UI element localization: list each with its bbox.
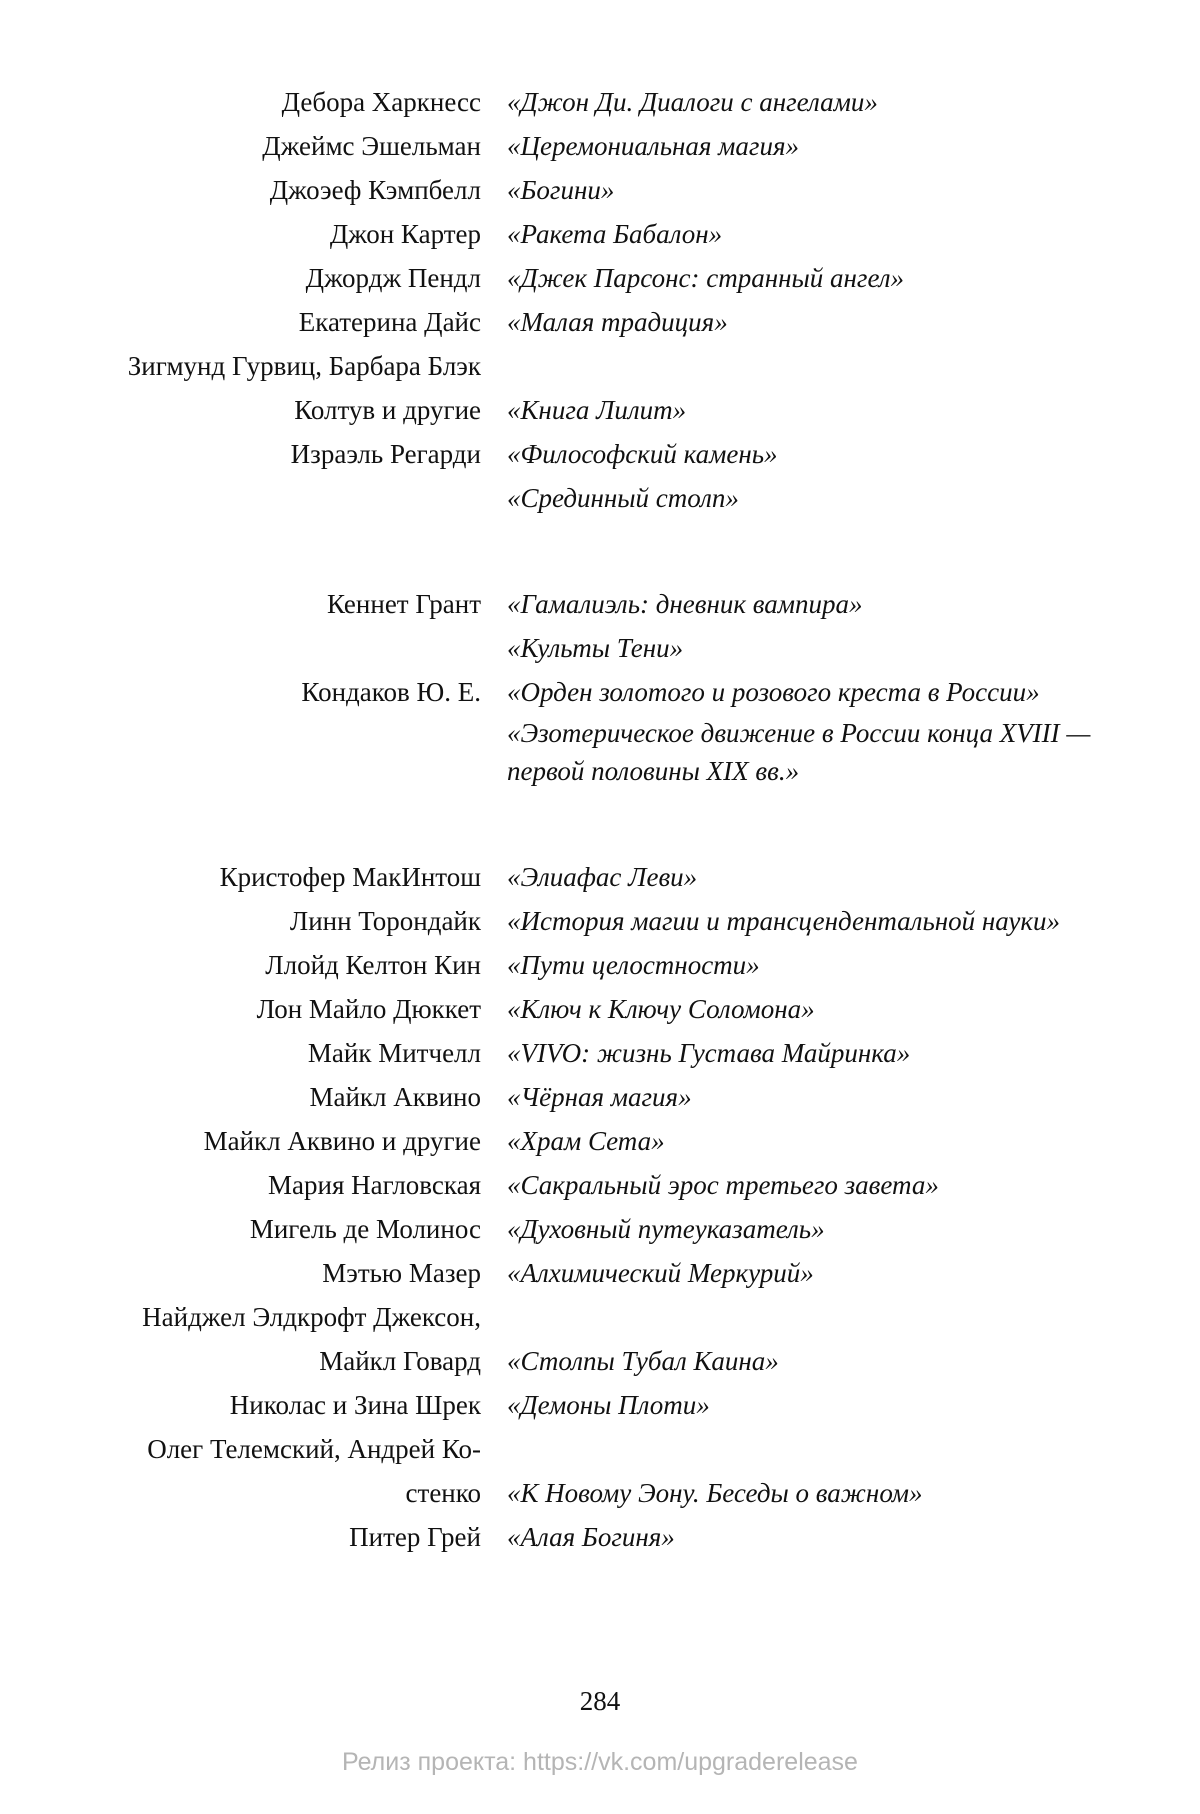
bibliography-entry xyxy=(60,1163,1170,1207)
entry-author-line: Джоэеф Кэмпбелл xyxy=(269,175,481,205)
entry-author xyxy=(60,749,507,793)
entry-author-line: Зигмунд Гурвиц, Барбара Блэк xyxy=(127,351,481,381)
entry-author xyxy=(60,582,507,626)
entry-author xyxy=(60,1295,507,1383)
entry-author xyxy=(60,256,507,300)
entry-author-line: Майкл Аквино xyxy=(309,1082,481,1112)
bibliography-entry xyxy=(60,256,1170,300)
entry-title: «Джек Парсонс: странный ангел» xyxy=(507,263,905,293)
entry-author xyxy=(60,1075,507,1119)
entry-author-line: Лон Майло Дюккет xyxy=(256,994,481,1024)
entry-author-line: Майк Митчелл xyxy=(307,1038,481,1068)
entry-author-line: Джордж Пендл xyxy=(305,263,481,293)
entry-author xyxy=(60,124,507,168)
entry-author xyxy=(60,432,507,476)
bibliography-entry xyxy=(60,212,1170,256)
entry-title: «Книга Лилит» xyxy=(507,395,687,425)
bibliography-entry xyxy=(60,1119,1170,1163)
entry-title: «Духовный путеуказатель» xyxy=(507,1214,825,1244)
entry-title: «Богини» xyxy=(507,175,615,205)
entry-title: «Храм Сета» xyxy=(507,1126,665,1156)
bibliography-entry xyxy=(60,1075,1170,1119)
bibliography-entry xyxy=(60,300,1170,344)
entry-author xyxy=(60,1163,507,1207)
entry-title: «Элиафас Леви» xyxy=(507,862,698,892)
entry-title: «Орден золотого и розового креста в России» xyxy=(507,677,1040,707)
entry-author xyxy=(60,626,507,670)
bibliography-entry xyxy=(60,582,1170,626)
entry-author-line xyxy=(60,749,481,793)
entry-title: «VIVO: жизнь Густава Майринка» xyxy=(507,1038,911,1068)
bibliography-entry xyxy=(60,1383,1170,1427)
entry-author xyxy=(60,670,507,714)
entry-title: «Ключ к Ключу Соломона» xyxy=(507,994,815,1024)
entry-author-line: Николас и Зина Шрек xyxy=(229,1390,481,1420)
entry-author xyxy=(60,987,507,1031)
entry-author xyxy=(60,1427,507,1515)
entry-title: «Сакральный эрос третьего завета» xyxy=(507,1170,939,1200)
entry-author-line: Колтув и другие xyxy=(294,395,481,425)
bibliography-entry xyxy=(60,124,1170,168)
bibliography-entry xyxy=(60,626,1170,670)
entry-title: «Демоны Плоти» xyxy=(507,1390,710,1420)
entry-title: «К Новому Эону. Беседы о важном» xyxy=(507,1478,923,1508)
entry-author-line: Джон Картер xyxy=(329,219,481,249)
entry-author-line: Линн Торондайк xyxy=(289,906,481,936)
release-footer: Релиз проекта: https://vk.com/upgraderelease xyxy=(342,1748,858,1776)
entry-title: «Джон Ди. Диалоги с ангелами» xyxy=(507,87,878,117)
entry-author-line: Мэтью Мазер xyxy=(322,1258,481,1288)
entry-author xyxy=(60,168,507,212)
bibliography-entry xyxy=(60,432,1170,476)
entry-author-line: стенко xyxy=(405,1478,481,1508)
entry-author xyxy=(60,1515,507,1559)
entry-author xyxy=(60,1119,507,1163)
entry-author xyxy=(60,476,507,520)
entry-author-line xyxy=(60,476,481,520)
entry-author-line: Мигель де Молинос xyxy=(249,1214,481,1244)
entry-author-line: Кондаков Ю. Е. xyxy=(301,677,481,707)
entry-author-line: Ллойд Келтон Кин xyxy=(265,950,481,980)
entry-author xyxy=(60,1251,507,1295)
entry-title: «Алая Богиня» xyxy=(507,1522,675,1552)
bibliography-entry xyxy=(60,1427,1170,1515)
entry-author xyxy=(60,80,507,124)
bibliography-entry xyxy=(60,1295,1170,1383)
entry-title: «Философский камень» xyxy=(507,439,778,469)
entry-title: «Пути целостности» xyxy=(507,950,760,980)
entry-author-line: Джеймс Эшельман xyxy=(262,131,481,161)
entry-author xyxy=(60,212,507,256)
bibliography-entry xyxy=(60,1251,1170,1295)
entry-author xyxy=(60,300,507,344)
bibliography-entry xyxy=(60,1207,1170,1251)
entry-author-line: Кеннет Грант xyxy=(326,589,481,619)
entry-title: «Чёрная магия» xyxy=(507,1082,692,1112)
entry-title: «Алхимический Меркурий» xyxy=(507,1258,814,1288)
entry-author-line: Питер Грей xyxy=(349,1522,481,1552)
entry-title: «История магии и трансцендентальной науки» xyxy=(507,906,1061,936)
entry-author-line xyxy=(60,626,481,670)
entry-author-line: Дебора Харкнесс xyxy=(281,87,481,117)
entry-author-line: Майкл Аквино и другие xyxy=(203,1126,481,1156)
entry-author xyxy=(60,943,507,987)
entry-author-line: Екатерина Дайс xyxy=(298,307,481,337)
bibliography-entry xyxy=(60,987,1170,1031)
entry-author-line: Найджел Элдкрофт Джексон, xyxy=(142,1302,481,1332)
bibliography-entry xyxy=(60,476,1170,520)
bibliography-entry xyxy=(60,670,1170,714)
entry-title: «Малая традиция» xyxy=(507,307,728,337)
entry-title: «Столпы Тубал Каина» xyxy=(507,1346,779,1376)
bibliography-list xyxy=(60,80,1170,1559)
entry-author xyxy=(60,1207,507,1251)
entry-title: «Срединный столп» xyxy=(507,483,739,513)
entry-title: «Церемониальная магия» xyxy=(507,131,799,161)
bibliography-entry xyxy=(60,344,1170,432)
bibliography-entry xyxy=(60,899,1170,943)
section-gap xyxy=(60,793,1170,855)
entry-author-line: Мария Нагловская xyxy=(268,1170,481,1200)
entry-title: «Ракета Бабалон» xyxy=(507,219,723,249)
entry-title: «Культы Тени» xyxy=(507,633,684,663)
bibliography-entry xyxy=(60,1515,1170,1559)
entry-author xyxy=(60,855,507,899)
entry-author-line: Майкл Говард xyxy=(319,1346,481,1376)
entry-title: «Гамалиэль: дневник вампира» xyxy=(507,589,863,619)
page-number: 284 xyxy=(579,1686,621,1716)
entry-author xyxy=(60,1383,507,1427)
bibliography-entry xyxy=(60,714,1170,793)
entry-author xyxy=(60,899,507,943)
entry-title: «Эзотерическое движение в России конца XVIII — первой половины XIX вв.» xyxy=(507,718,1091,786)
section-gap xyxy=(60,520,1170,582)
entry-author-line: Кристофер МакИнтош xyxy=(219,862,481,892)
bibliography-entry xyxy=(60,1031,1170,1075)
bibliography-entry xyxy=(60,855,1170,899)
entry-author xyxy=(60,1031,507,1075)
bibliography-entry xyxy=(60,168,1170,212)
bibliography-entry xyxy=(60,80,1170,124)
entry-author xyxy=(60,344,507,432)
entry-author-line: Израэль Регарди xyxy=(290,439,481,469)
entry-author-line: Олег Телемский, Андрей Ко- xyxy=(147,1434,481,1464)
bibliography-entry xyxy=(60,943,1170,987)
